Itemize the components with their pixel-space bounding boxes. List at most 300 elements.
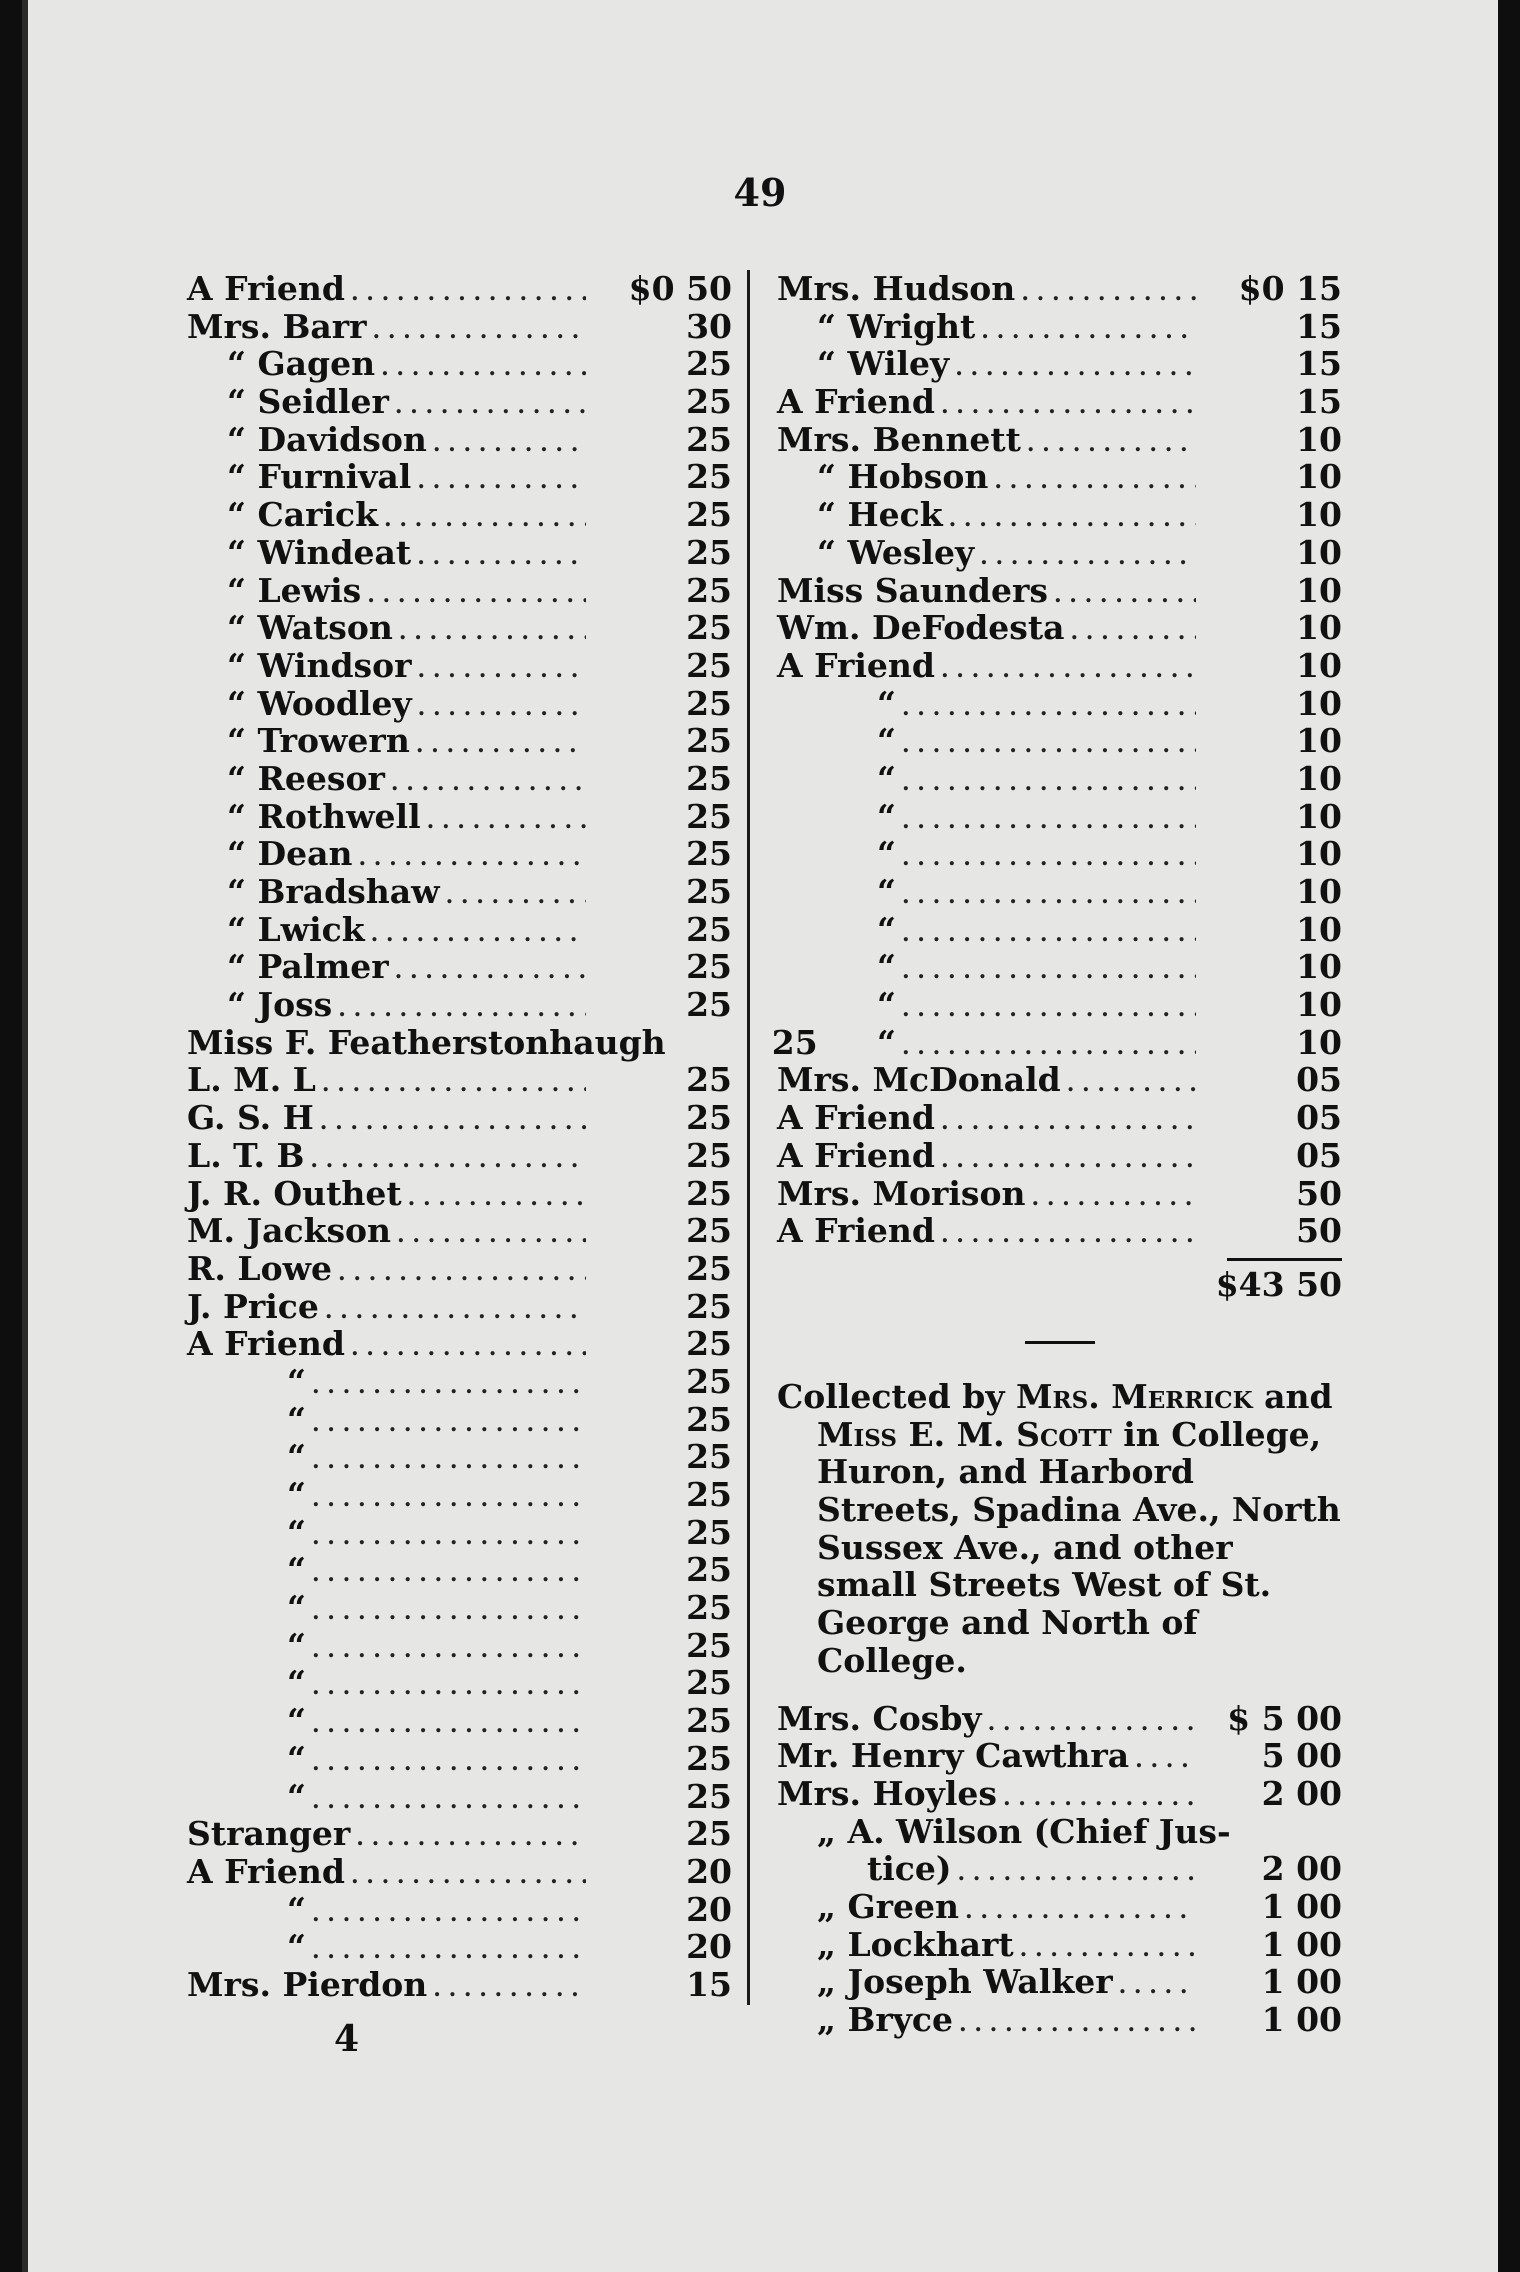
entry-amount: 10 <box>1296 872 1342 911</box>
list-row <box>187 760 732 798</box>
list-row <box>187 986 732 1024</box>
entry-amount: 20 <box>686 1851 732 1891</box>
dot-leader <box>312 1627 586 1670</box>
entry-name: “ <box>877 796 896 836</box>
collected-text: in College, Huron, and Harbord Streets, Spadina Ave., North Sussex Ave., and other small Streets West of St. George and North of College. <box>817 1414 1341 1680</box>
list-row <box>187 270 732 308</box>
list-row <box>777 1099 1342 1137</box>
list-row <box>187 1664 732 1702</box>
entry-name: “ <box>287 1588 306 1628</box>
dot-leader <box>941 1099 1196 1142</box>
entry-name: R. Lowe <box>187 1248 333 1288</box>
entry-amount: 25 <box>686 1399 732 1439</box>
entry-amount: 25 <box>771 1022 818 1062</box>
dot-leader <box>981 308 1196 351</box>
entry-amount: 25 <box>686 344 732 384</box>
entry-amount: 10 <box>1296 909 1342 949</box>
entry-amount: 10 <box>1296 495 1342 535</box>
entry-name: “ Palmer <box>227 947 389 987</box>
dot-leader <box>446 873 586 916</box>
list-row <box>777 948 1342 986</box>
entry-amount: 25 <box>686 532 732 572</box>
entry-amount: 1 00 <box>1261 1962 1342 2002</box>
entry-name: “ <box>877 872 896 911</box>
entry-name: “ <box>877 683 896 723</box>
list-row <box>777 270 1342 308</box>
dot-leader <box>418 647 586 690</box>
entry-amount: 25 <box>686 1701 732 1741</box>
list-row <box>187 345 732 383</box>
list-row <box>777 2001 1342 2039</box>
list-row <box>187 835 732 873</box>
entry-amount: 25 <box>686 495 732 535</box>
entry-name: “ <box>877 947 896 987</box>
list-row <box>187 1212 732 1250</box>
signature-mark: 4 <box>334 2018 360 2060</box>
entry-amount: 25 <box>686 1776 732 1816</box>
list-row <box>777 1737 1342 1775</box>
entry-amount: $0 50 <box>628 269 732 308</box>
entry-name: Mr. Henry Cawthra <box>777 1736 1130 1776</box>
list-row <box>187 496 732 534</box>
list-row <box>187 948 732 986</box>
entry-amount: 10 <box>1296 608 1342 648</box>
entry-name: Mrs. Hoyles <box>777 1773 997 1813</box>
dot-leader <box>395 948 586 991</box>
list-row <box>777 760 1342 798</box>
right-column-list <box>777 270 1342 1250</box>
entry-amount: 25 <box>686 1361 732 1401</box>
entry-name: “ Watson <box>227 608 393 648</box>
entry-amount: 25 <box>686 1437 732 1477</box>
entry-name: J. Price <box>187 1286 319 1326</box>
list-row <box>777 496 1342 534</box>
entry-name: “ <box>287 1437 306 1477</box>
list-row <box>187 1476 732 1514</box>
dot-leader <box>994 458 1196 501</box>
entry-amount: 25 <box>686 1135 732 1175</box>
entry-name: “ <box>287 1399 306 1439</box>
dot-leader <box>1119 1963 1196 2006</box>
list-row <box>777 1175 1342 1213</box>
entry-amount: 5 00 <box>1261 1736 1342 1776</box>
dot-leader <box>371 911 586 954</box>
dot-leader <box>902 835 1196 878</box>
list-row <box>187 1288 732 1326</box>
list-row <box>187 308 732 346</box>
list-row <box>777 1888 1342 1926</box>
list-row <box>187 1401 732 1439</box>
dot-leader <box>1021 270 1196 313</box>
list-row <box>777 1061 1342 1099</box>
entry-name: “ Woodley <box>227 683 412 723</box>
entry-amount: 10 <box>1296 947 1342 987</box>
entry-name: „ A. Wilson (Chief Jus- <box>817 1811 1231 1851</box>
entry-amount: 1 00 <box>1261 1924 1342 1964</box>
page-spine-edge <box>22 0 28 2272</box>
collected-and: and <box>1264 1376 1333 1416</box>
entry-name: “ Reesor <box>227 758 385 798</box>
entry-name: A Friend <box>777 1211 935 1251</box>
dot-leader <box>417 534 586 577</box>
entry-name: “ Wright <box>817 306 976 346</box>
entry-name: “ Rothwell <box>227 796 421 836</box>
left-column-list <box>187 269 818 2004</box>
entry-amount: 25 <box>686 608 732 648</box>
list-row <box>187 685 732 723</box>
entry-name: “ <box>877 985 896 1025</box>
entry-amount: $ 5 00 <box>1227 1698 1342 1738</box>
entry-amount: 25 <box>686 872 732 911</box>
list-row <box>777 383 1342 421</box>
dot-leader <box>902 986 1196 1029</box>
entry-name: “ <box>877 909 896 949</box>
entry-name: “ <box>287 1889 306 1929</box>
entry-name: “ <box>877 834 896 874</box>
entry-amount: 10 <box>1296 1022 1342 1062</box>
entry-amount: 05 <box>1296 1135 1342 1175</box>
dot-leader <box>902 948 1196 991</box>
dot-leader <box>397 1212 586 1255</box>
entry-name: Mrs. McDonald <box>777 1060 1061 1100</box>
entry-name: “ Gagen <box>227 344 376 384</box>
entry-amount: 25 <box>686 1173 732 1213</box>
entry-amount: 25 <box>686 1475 732 1514</box>
list-row <box>777 458 1342 496</box>
entry-name: „ Green <box>817 1886 960 1926</box>
list-row <box>187 647 732 685</box>
list-row <box>777 1024 1342 1062</box>
entry-amount: 1 00 <box>1261 1886 1342 1926</box>
list-row <box>777 685 1342 723</box>
entry-amount: 25 <box>686 1211 732 1251</box>
entry-name: “ Dean <box>227 834 353 874</box>
entry-name: A Friend <box>187 269 345 308</box>
list-row <box>777 647 1342 685</box>
dot-leader <box>959 2001 1196 2044</box>
list-row <box>777 1700 1342 1738</box>
collected-by-paragraph <box>777 1378 1342 1680</box>
dot-leader <box>408 1175 586 1218</box>
entry-name: A Friend <box>187 1851 345 1891</box>
entry-amount: 25 <box>686 985 732 1025</box>
entry-amount: 25 <box>686 1324 732 1364</box>
list-row <box>187 1928 732 1966</box>
entry-amount: 1 00 <box>1261 2000 1342 2039</box>
entry-name: “ Windsor <box>227 645 412 685</box>
entry-name: “ <box>877 758 896 798</box>
entry-amount: 15 <box>1296 382 1342 422</box>
dot-leader <box>373 308 586 351</box>
entry-name: “ <box>287 1475 306 1514</box>
dot-leader <box>351 1325 586 1368</box>
entry-name: “ <box>287 1663 306 1703</box>
entry-amount: 05 <box>1296 1060 1342 1100</box>
list-row <box>187 572 732 610</box>
entry-amount: 25 <box>686 382 732 422</box>
dot-leader <box>367 572 586 615</box>
entry-name: “ <box>287 1625 306 1665</box>
list-row <box>777 1212 1342 1250</box>
entry-amount: 30 <box>686 306 732 346</box>
dot-leader <box>312 1589 586 1632</box>
entry-name: “ Carick <box>227 495 378 535</box>
dot-leader <box>312 1702 586 1745</box>
list-row <box>187 1325 732 1363</box>
dot-leader <box>1054 572 1196 615</box>
dot-leader <box>312 1551 586 1594</box>
list-row <box>777 1963 1342 2001</box>
entry-amount: 2 00 <box>1261 1849 1342 1889</box>
entry-name: “ Trowern <box>227 721 410 761</box>
entry-amount: 25 <box>686 1286 732 1326</box>
list-row <box>187 1891 732 1929</box>
dot-leader <box>312 1514 586 1557</box>
list-row <box>187 911 732 949</box>
dot-leader <box>312 1401 586 1444</box>
entry-amount: 05 <box>1296 1098 1342 1138</box>
list-row <box>187 1363 732 1401</box>
dot-leader <box>312 1363 586 1406</box>
entry-name: A Friend <box>777 1098 935 1138</box>
entry-amount: 2 00 <box>1261 1773 1342 1813</box>
dot-leader <box>312 1476 586 1519</box>
dot-leader <box>418 685 586 728</box>
book-page <box>22 0 1498 2272</box>
entry-name: “ Windeat <box>227 532 412 572</box>
entry-name: “ <box>287 1701 306 1741</box>
entry-amount: 25 <box>686 1738 732 1778</box>
dot-leader <box>427 798 586 841</box>
entry-name: Wm. DeFodesta <box>777 608 1065 648</box>
list-row <box>187 534 732 572</box>
entry-amount: 25 <box>686 721 732 761</box>
entry-name: “ Lwick <box>227 909 365 949</box>
list-row <box>187 1175 732 1213</box>
entry-name: J. R. Outhet <box>187 1173 402 1213</box>
dot-leader <box>399 609 586 652</box>
dot-leader <box>381 345 586 388</box>
list-row <box>777 873 1342 911</box>
list-row <box>187 383 732 421</box>
list-row <box>777 986 1342 1024</box>
entry-name: “ Davidson <box>227 419 427 459</box>
dot-leader <box>384 496 586 539</box>
list-row <box>777 1813 1342 1851</box>
entry-name: Mrs. Pierdon <box>187 1964 428 2004</box>
entry-amount: 25 <box>686 683 732 723</box>
entry-name: “ Bradshaw <box>227 872 440 911</box>
entry-name: Mrs. Bennett <box>777 419 1021 459</box>
list-row <box>187 1740 732 1778</box>
entry-amount: 25 <box>686 834 732 874</box>
dot-leader <box>312 1438 586 1481</box>
dot-leader <box>957 1850 1196 1893</box>
list-row <box>777 534 1342 572</box>
entry-amount: 25 <box>686 1248 732 1288</box>
entry-name: A Friend <box>187 1324 345 1364</box>
entry-name: „ Bryce <box>817 2000 954 2039</box>
dot-leader <box>1027 421 1196 464</box>
dot-leader <box>312 1740 586 1783</box>
entry-amount: 25 <box>686 1625 732 1665</box>
dot-leader <box>312 1891 586 1934</box>
entry-name: “ Hobson <box>817 457 989 497</box>
right-column <box>777 270 1342 2039</box>
total-rule <box>1227 1258 1342 1261</box>
collected-list <box>777 1700 1342 2039</box>
entry-name: M. Jackson <box>187 1211 392 1251</box>
entry-amount: 10 <box>1296 645 1342 685</box>
dot-leader <box>325 1288 586 1331</box>
dot-leader <box>902 760 1196 803</box>
entry-name: „ Lockhart <box>817 1924 1014 1964</box>
entry-name: A Friend <box>777 1135 935 1175</box>
entry-name: “ <box>287 1776 306 1816</box>
list-row <box>187 1099 732 1137</box>
list-row <box>777 835 1342 873</box>
entry-amount: $0 15 <box>1238 269 1342 308</box>
entry-name: Miss Saunders <box>777 570 1048 610</box>
list-row <box>187 1250 732 1288</box>
collector-2: Miss E. M. Scott <box>817 1414 1112 1454</box>
entry-amount: 25 <box>686 419 732 459</box>
list-row <box>777 421 1342 459</box>
dot-leader <box>1032 1175 1196 1218</box>
entry-name: Mrs. Cosby <box>777 1698 982 1738</box>
entry-amount: 20 <box>686 1889 732 1929</box>
entry-name: tice) <box>867 1849 952 1889</box>
entry-amount: 20 <box>686 1927 732 1967</box>
list-row <box>187 1627 732 1665</box>
entry-amount: 10 <box>1296 834 1342 874</box>
entry-name: Stranger <box>187 1814 351 1854</box>
section-separator <box>1025 1341 1095 1344</box>
entry-name: “ <box>877 721 896 761</box>
entry-name: A Friend <box>777 645 935 685</box>
entry-amount: 25 <box>686 1060 732 1100</box>
dot-leader <box>1135 1737 1196 1780</box>
dot-leader <box>312 1778 586 1821</box>
entry-amount: 10 <box>1296 532 1342 572</box>
entry-amount: 10 <box>1296 570 1342 610</box>
dot-leader <box>902 911 1196 954</box>
entry-amount: 10 <box>1296 721 1342 761</box>
entry-name: “ <box>287 1361 306 1401</box>
entry-amount: 25 <box>686 457 732 497</box>
dot-leader <box>433 1966 586 2009</box>
list-row <box>777 609 1342 647</box>
list-row <box>187 1438 732 1476</box>
entry-name: “ Wiley <box>817 344 950 384</box>
dot-leader <box>351 270 586 313</box>
list-row <box>187 1778 732 1816</box>
dot-leader <box>941 647 1196 690</box>
list-row <box>777 345 1342 383</box>
list-row <box>777 1926 1342 1964</box>
entry-amount: 25 <box>686 1814 732 1854</box>
list-row <box>777 572 1342 610</box>
entry-name: „ Joseph Walker <box>817 1962 1113 2002</box>
collector-1: Mrs. Merrick <box>1016 1376 1253 1416</box>
list-row <box>777 722 1342 760</box>
entry-amount: 15 <box>1296 306 1342 346</box>
page-number: 49 <box>733 170 787 215</box>
list-row <box>187 1702 732 1740</box>
list-row <box>187 873 732 911</box>
entry-amount: 25 <box>686 1663 732 1703</box>
entry-amount: 10 <box>1296 419 1342 459</box>
entry-amount: 50 <box>1296 1173 1342 1213</box>
right-column-total: $43 50 <box>1215 1264 1342 1304</box>
entry-name: Mrs. Hudson <box>777 269 1016 308</box>
list-row <box>777 308 1342 346</box>
dot-leader <box>1067 1061 1196 1104</box>
entry-name: “ <box>287 1550 306 1590</box>
entry-amount: 25 <box>686 947 732 987</box>
dot-leader <box>351 1853 586 1896</box>
entry-amount: 25 <box>686 1588 732 1628</box>
entry-name: “ <box>287 1738 306 1778</box>
list-row <box>777 911 1342 949</box>
dot-leader <box>902 873 1196 916</box>
list-row <box>187 1966 732 2004</box>
dot-leader <box>433 421 586 464</box>
list-row <box>187 722 732 760</box>
entry-name: G. S. H <box>187 1098 314 1138</box>
dot-leader <box>949 496 1196 539</box>
entry-amount: 10 <box>1296 758 1342 798</box>
entry-name: A Friend <box>777 382 935 422</box>
entry-name: L. M. L <box>187 1060 316 1100</box>
entry-name: “ Lewis <box>227 570 362 610</box>
entry-name: “ Heck <box>817 495 943 535</box>
entry-amount: 25 <box>686 645 732 685</box>
column-divider <box>747 270 750 2005</box>
entry-name: Mrs. Morison <box>777 1173 1026 1213</box>
dot-leader <box>312 1664 586 1707</box>
dot-leader <box>356 1815 586 1858</box>
list-row <box>777 1775 1342 1813</box>
entry-name: “ Seidler <box>227 382 389 422</box>
entry-amount: 15 <box>1296 344 1342 384</box>
entry-amount: 10 <box>1296 683 1342 723</box>
entry-amount: 10 <box>1296 457 1342 497</box>
list-row <box>187 1815 732 1853</box>
entry-name: “ Wesley <box>817 532 975 572</box>
dot-leader <box>902 722 1196 765</box>
dot-leader <box>320 1099 586 1142</box>
entry-name: “ <box>287 1512 306 1552</box>
dot-leader <box>417 458 586 501</box>
entry-amount: 50 <box>1296 1211 1342 1251</box>
entry-amount: 25 <box>686 796 732 836</box>
list-row <box>777 798 1342 836</box>
entry-amount: 25 <box>686 1512 732 1552</box>
entry-amount: 25 <box>686 1098 732 1138</box>
collected-intro: Collected by <box>777 1376 1005 1416</box>
list-row <box>187 421 732 459</box>
entry-amount: 10 <box>1296 985 1342 1025</box>
entry-name: “ Joss <box>227 985 333 1025</box>
entry-amount: 25 <box>686 570 732 610</box>
dot-leader <box>1070 609 1196 652</box>
dot-leader <box>902 685 1196 728</box>
entry-amount: 25 <box>686 909 732 949</box>
entry-name: “ <box>877 1022 896 1062</box>
list-row <box>187 1061 732 1099</box>
entry-amount: 10 <box>1296 796 1342 836</box>
